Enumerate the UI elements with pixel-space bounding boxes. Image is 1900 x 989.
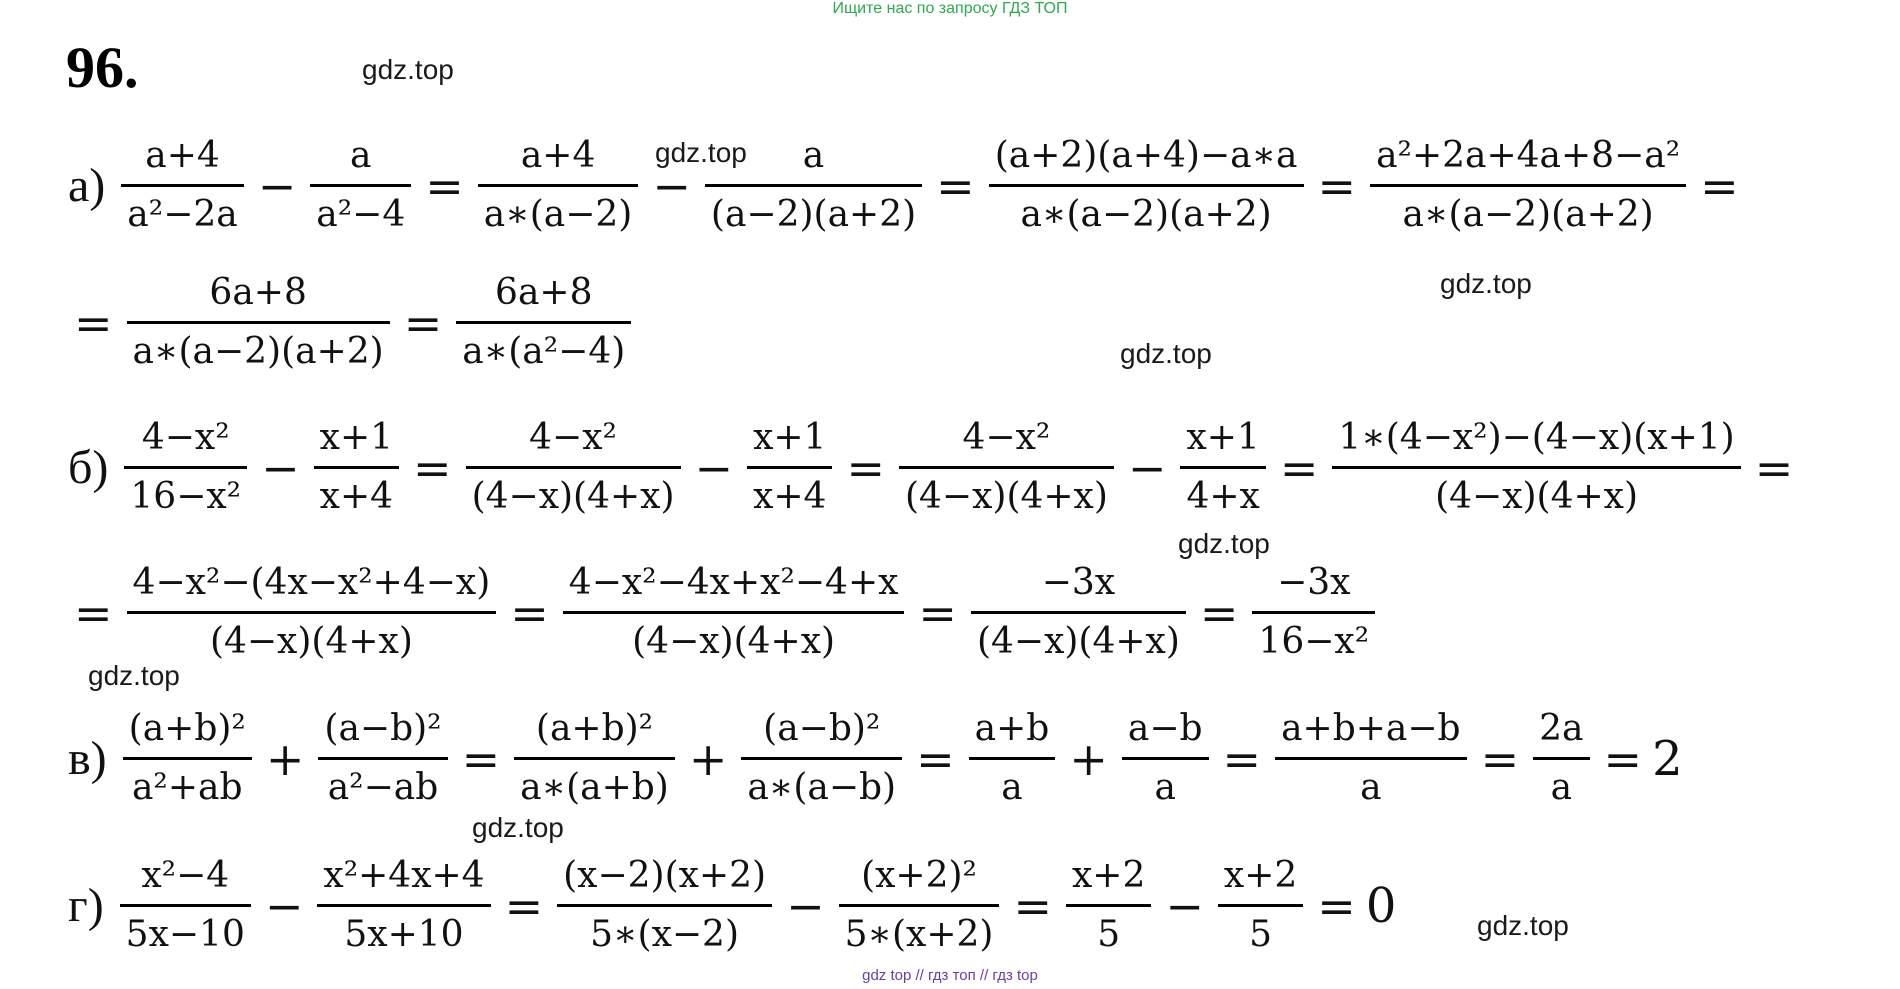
denominator: (4−x)(4+x) [471, 476, 675, 517]
footer-links: gdz top // гдз топ // гдз top [862, 967, 1038, 984]
operator: = [918, 585, 957, 640]
numerator: (a+b)² [535, 708, 654, 749]
fraction [318, 703, 447, 814]
denominator: (a−2)(a+2) [710, 194, 917, 235]
fraction [747, 412, 832, 523]
denominator: (4−x)(4+x) [209, 621, 413, 662]
denominator: 5 [1249, 914, 1273, 955]
denominator: a∗(a²−4) [462, 331, 626, 372]
denominator: x+4 [753, 476, 827, 517]
part-label: б) [68, 441, 109, 494]
operator: = [1199, 585, 1239, 640]
operator: = [1279, 440, 1319, 495]
denominator: a [1154, 767, 1176, 808]
numerator: 4−x²−4x+x²−4+x [568, 562, 899, 603]
fraction [705, 130, 922, 241]
fraction [314, 412, 399, 523]
numerator: x+2 [1223, 855, 1298, 896]
numerator: a+b [974, 708, 1050, 749]
fraction [563, 557, 905, 668]
fraction [1122, 703, 1209, 814]
problem-number: 96. [66, 35, 139, 100]
operator: = [74, 585, 113, 640]
operator: = [1317, 158, 1357, 213]
operator: = [510, 585, 549, 640]
fraction [989, 130, 1304, 241]
fraction [123, 703, 252, 814]
watermark: gdz.top [655, 137, 747, 168]
part-a-line-2 [68, 267, 639, 378]
denominator: 5∗(x+2) [844, 914, 994, 955]
denominator: a∗(a−2)(a+2) [1020, 194, 1272, 235]
fraction [466, 412, 681, 523]
numerator: 4−x²−(4x−x²+4−x) [132, 562, 491, 603]
numerator: a [802, 135, 825, 176]
part-label: в) [68, 732, 107, 785]
operator: = [846, 440, 885, 495]
numerator: −3x [1277, 562, 1351, 603]
denominator: 5 [1097, 914, 1121, 955]
numerator: (a+2)(a+4)−a∗a [994, 135, 1298, 176]
operator: = [1480, 731, 1520, 786]
numerator: 4−x² [529, 417, 617, 458]
fraction [1218, 850, 1303, 961]
result-value: 0 [1365, 877, 1397, 934]
operator: − [257, 158, 297, 213]
denominator: x+4 [319, 476, 394, 517]
operator: + [1069, 731, 1108, 786]
denominator: 5∗(x−2) [590, 914, 740, 955]
denominator: 5x−10 [125, 914, 245, 955]
fraction [127, 557, 497, 668]
top-banner: Ищите нас по запросу ГДЗ ТОП [832, 0, 1068, 17]
part-a-line-1 [68, 130, 1745, 241]
operator: = [504, 878, 544, 933]
denominator: 16−x² [130, 476, 242, 517]
numerator: x²−4 [141, 855, 230, 896]
operator: − [264, 878, 304, 933]
watermark: gdz.top [1178, 528, 1270, 559]
denominator: a [1550, 767, 1573, 808]
watermark: gdz.top [1120, 338, 1212, 369]
denominator: 4+x [1186, 476, 1260, 517]
fraction [741, 703, 902, 814]
numerator: (x+2)² [861, 855, 977, 896]
operator: = [403, 295, 443, 350]
numerator: x+1 [1186, 417, 1260, 458]
operator: = [413, 440, 452, 495]
denominator: a²−ab [327, 767, 439, 808]
numerator: 4−x² [962, 417, 1051, 458]
numerator: a−b [1127, 708, 1203, 749]
operator: − [261, 440, 300, 495]
numerator: a+b+a−b [1281, 708, 1461, 749]
numerator: 4−x² [141, 417, 230, 458]
fraction [1370, 130, 1686, 241]
denominator: a [1001, 767, 1023, 808]
result-value: 2 [1652, 730, 1683, 787]
denominator: a∗(a−2) [483, 194, 633, 235]
numerator: a²+2a+4a+8−a² [1376, 135, 1681, 176]
fraction [121, 130, 243, 241]
watermark: gdz.top [362, 54, 454, 85]
part-label: г) [68, 879, 104, 932]
denominator: (4−x)(4+x) [904, 476, 1108, 517]
fraction [969, 703, 1056, 814]
fraction [1180, 412, 1265, 523]
operator: = [1603, 731, 1643, 786]
operator: = [1754, 440, 1794, 495]
operator: − [1165, 878, 1204, 933]
numerator: 2a [1539, 708, 1584, 749]
denominator: a∗(a−2)(a+2) [1402, 194, 1654, 235]
denominator: (4−x)(4+x) [976, 621, 1180, 662]
fraction [317, 850, 490, 961]
fraction [557, 850, 772, 961]
numerator: (a−b)² [324, 708, 442, 749]
fraction [839, 850, 1000, 961]
part-b-line-2 [68, 557, 1383, 668]
operator: = [1700, 158, 1739, 213]
numerator: 6a+8 [495, 272, 593, 313]
fraction [1275, 703, 1467, 814]
operator: = [425, 158, 464, 213]
numerator: x+1 [319, 417, 394, 458]
numerator: (x−2)(x+2) [563, 855, 767, 896]
operator: − [1127, 440, 1167, 495]
denominator: a [1360, 767, 1382, 808]
numerator: (a−b)² [763, 708, 881, 749]
denominator: 5x+10 [344, 914, 464, 955]
operator: = [461, 731, 501, 786]
operator: = [1317, 878, 1356, 933]
fraction [1332, 412, 1740, 523]
fraction [899, 412, 1114, 523]
numerator: a+4 [520, 135, 596, 176]
numerator: (a+b)² [128, 708, 246, 749]
operator: = [1013, 878, 1052, 933]
denominator: (4−x)(4+x) [1435, 476, 1639, 517]
operator: = [1222, 731, 1262, 786]
fraction [478, 130, 639, 241]
fraction [456, 267, 631, 378]
denominator: (4−x)(4+x) [632, 621, 836, 662]
numerator: a [350, 135, 372, 176]
denominator: a²−2a [127, 194, 238, 235]
fraction [971, 557, 1186, 668]
denominator: a∗(a+b) [520, 767, 669, 808]
fraction [124, 412, 247, 523]
numerator: x²+4x+4 [323, 855, 485, 896]
numerator: a+4 [145, 135, 220, 176]
operator: = [936, 158, 975, 213]
denominator: a∗(a−b) [747, 767, 897, 808]
watermark: gdz.top [88, 660, 180, 691]
watermark: gdz.top [1477, 910, 1569, 941]
part-v-line-1 [68, 703, 1687, 814]
part-g-line-1 [68, 850, 1400, 961]
part-b-line-1 [68, 412, 1799, 523]
fraction [1066, 850, 1151, 961]
operator: + [688, 731, 728, 786]
watermark: gdz.top [1440, 268, 1532, 299]
operator: − [652, 158, 691, 213]
operator: − [694, 440, 734, 495]
fraction [1533, 703, 1589, 814]
fraction [120, 850, 251, 961]
fraction [1252, 557, 1375, 668]
numerator: 6a+8 [209, 272, 307, 313]
denominator: a²−4 [316, 194, 406, 235]
operator: − [786, 878, 825, 933]
part-label: а) [68, 159, 106, 212]
watermark: gdz.top [472, 812, 564, 843]
operator: = [74, 295, 113, 350]
fraction [127, 267, 390, 378]
denominator: a²+ab [131, 767, 243, 808]
numerator: x+2 [1072, 855, 1146, 896]
denominator: a∗(a−2)(a+2) [132, 331, 384, 372]
numerator: −3x [1041, 562, 1116, 603]
numerator: 1∗(4−x²)−(4−x)(x+1) [1338, 417, 1735, 458]
fraction [514, 703, 675, 814]
operator: = [916, 731, 955, 786]
fraction [310, 130, 411, 241]
numerator: x+1 [753, 417, 827, 458]
denominator: 16−x² [1258, 621, 1370, 662]
operator: + [265, 731, 305, 786]
